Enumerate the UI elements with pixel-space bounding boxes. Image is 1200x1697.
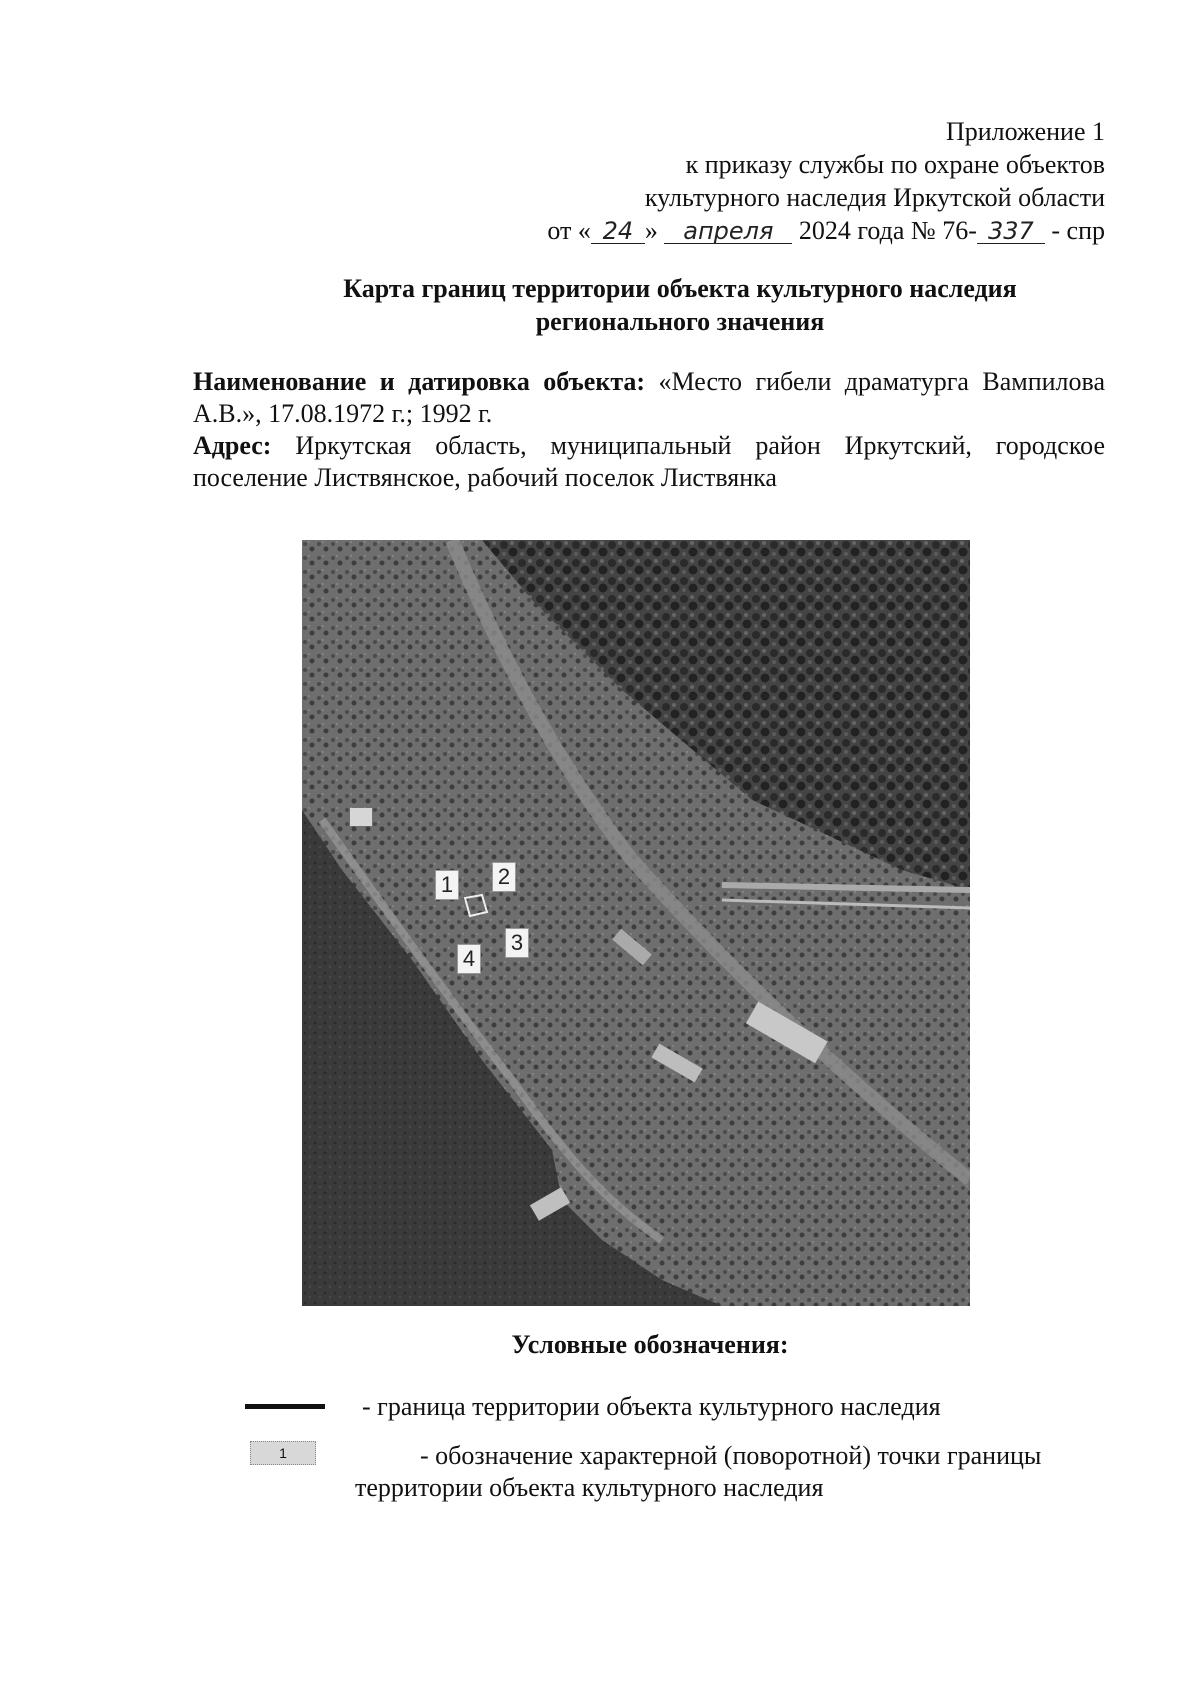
satellite-map bbox=[302, 540, 970, 1306]
annex-line-2: к приказу службы по охране объектов bbox=[685, 150, 1105, 179]
order-day-handwritten: 24 bbox=[591, 219, 645, 244]
order-prefix: от « bbox=[547, 216, 591, 245]
order-close-quote: » bbox=[644, 216, 658, 245]
boundary-point-3: 3 bbox=[505, 928, 529, 958]
object-name-paragraph bbox=[193, 366, 1105, 430]
document-title bbox=[230, 272, 1130, 338]
legend-boundary-text: - граница территории объекта культурного наследия bbox=[362, 1392, 941, 1421]
object-name-label: Наименование и датировка объекта: bbox=[193, 367, 646, 396]
legend-title: Условные обозначения: bbox=[511, 1330, 789, 1359]
satellite-image bbox=[302, 540, 970, 1306]
annex-line-3: культурного наследия Иркутской области bbox=[644, 183, 1105, 212]
title-line-2: регионального значения bbox=[535, 307, 825, 336]
order-year: 2024 года № 76- bbox=[798, 216, 977, 245]
order-suffix: - спр bbox=[1051, 216, 1105, 245]
address-value: Иркутская область, муниципальный район Иркутский, городское поселение Листвянское, рабочий поселок Листвянка bbox=[193, 431, 1105, 492]
order-number-handwritten: 337 bbox=[977, 219, 1045, 244]
order-month-handwritten: апреля bbox=[664, 219, 792, 244]
annex-line-1: Приложение 1 bbox=[945, 117, 1105, 146]
legend-point-text: - обозначение характерной (поворотной) точки границы территории объекта культурного наследия bbox=[355, 1441, 1042, 1502]
object-name-value: «Место гибели драматурга Вампилова А.В.», 17.08.1972 г.; 1992 г. bbox=[193, 367, 1105, 428]
point-symbol: 1 bbox=[250, 1441, 316, 1465]
order-line bbox=[547, 214, 1105, 247]
boundary-point-2: 2 bbox=[492, 862, 516, 892]
boundary-line-symbol bbox=[245, 1404, 325, 1409]
address-label: Адрес: bbox=[193, 431, 272, 460]
annex-header bbox=[547, 115, 1105, 247]
title-line-1: Карта границ территории объекта культурного наследия bbox=[343, 274, 1017, 303]
address-paragraph bbox=[193, 430, 1105, 494]
boundary-point-1: 1 bbox=[435, 870, 459, 900]
boundary-point-4: 4 bbox=[457, 944, 481, 974]
